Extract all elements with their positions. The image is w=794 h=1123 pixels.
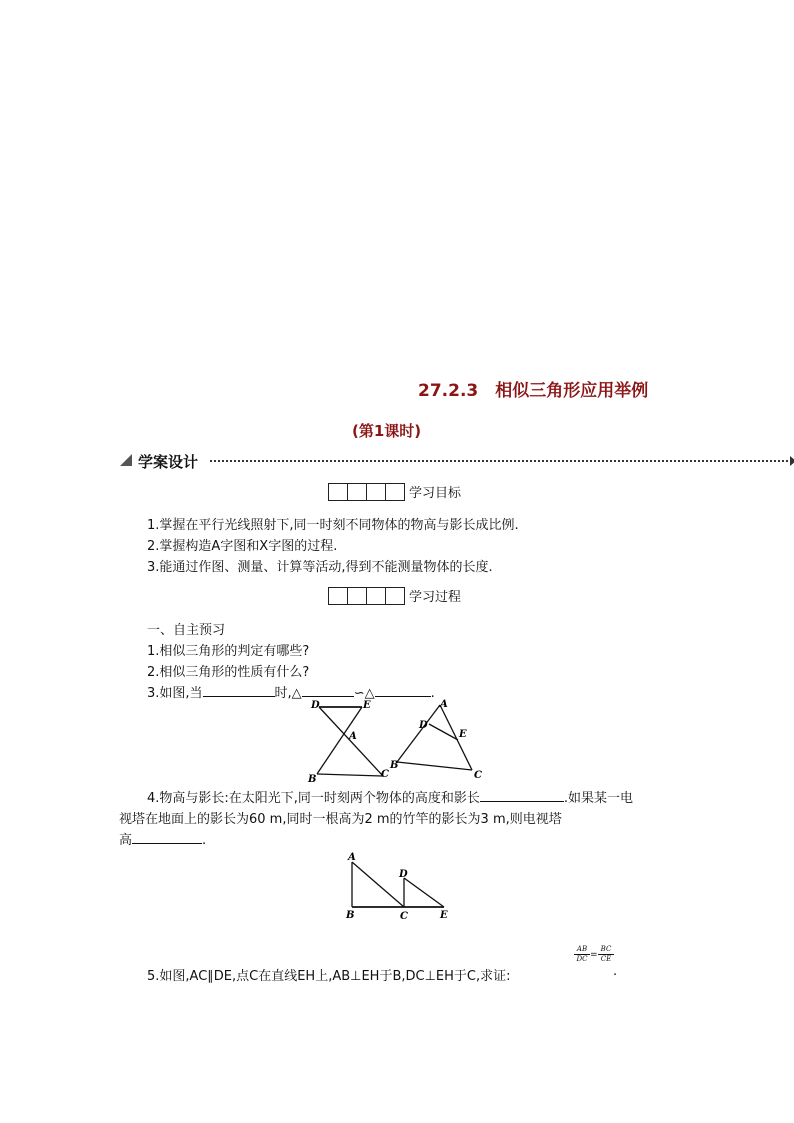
q3-text-b: 时,△ — [274, 686, 302, 701]
question-5: 5.如图,AC∥DE,点C在直线EH上,AB⊥EH于B,DC⊥EH于C,求证: — [147, 969, 511, 984]
q4-text-a: 4.物高与影长:在太阳光下,同一时刻两个物体的高度和影长 — [147, 791, 480, 806]
q5-fraction-2 — [598, 945, 614, 963]
fig1-label-B: B — [308, 774, 317, 785]
q3-blank-triangle-1[interactable] — [302, 684, 354, 697]
question-4-line-1 — [147, 787, 633, 806]
process-heading — [328, 586, 461, 605]
q5-equals: = — [590, 950, 598, 960]
q5-end: . — [613, 964, 618, 979]
dotted-divider — [210, 460, 792, 462]
question-1: 1.相似三角形的判定有哪些? — [147, 644, 310, 659]
boxes-icon — [328, 587, 405, 605]
fig3-label-B: B — [346, 910, 355, 921]
q3-text-c: ∽△ — [353, 686, 375, 701]
q3-text-d: . — [430, 686, 435, 701]
q5-frac2-denominator: CE — [598, 954, 614, 963]
page-subtitle: (第1课时) — [352, 422, 422, 440]
fig1-label-D: D — [311, 700, 320, 711]
figure-a-shape — [384, 697, 494, 785]
question-4-line-2: 视塔在地面上的影长为60 m,同时一根高为2 m的竹竿的影长为3 m,则电视塔 — [119, 812, 562, 827]
fig1-label-C: C — [381, 769, 389, 780]
arrow-right-icon — [790, 456, 794, 466]
q4-blank-height[interactable] — [132, 831, 202, 844]
section-triangle-icon — [120, 454, 132, 466]
q4-text-b: .如果某一电 — [563, 791, 634, 806]
goal-item-2: 2.掌握构造A字图和X字图的过程. — [147, 539, 338, 554]
fig2-label-E: E — [459, 729, 467, 740]
q5-fraction-1 — [574, 945, 590, 963]
figure-x-shape — [305, 697, 395, 785]
fig3-label-E: E — [440, 910, 448, 921]
fig3-label-A: A — [348, 852, 356, 863]
goals-heading-text: 学习目标 — [409, 486, 462, 501]
fig3-label-D: D — [399, 869, 408, 880]
q5-frac1-denominator: DC — [574, 954, 590, 963]
figure-shadow — [340, 850, 455, 922]
question-4-line-3 — [119, 829, 206, 848]
process-heading-text: 学习过程 — [409, 590, 462, 605]
page-title: 27.2.3 相似三角形应用举例 — [418, 381, 649, 401]
q4-text-c: 高 — [119, 833, 133, 848]
fig1-label-A: A — [349, 731, 357, 742]
goal-item-1: 1.掌握在平行光线照射下,同一时刻不同物体的物高与影长成比例. — [147, 518, 519, 533]
fig2-label-A: A — [440, 699, 448, 710]
q5-frac2-numerator: BC — [600, 945, 612, 953]
fig1-label-E: E — [363, 700, 371, 711]
goals-heading — [328, 482, 461, 501]
section-label: 学案设计 — [138, 453, 199, 471]
fig2-label-C: C — [474, 770, 482, 781]
section-header — [118, 452, 794, 470]
fig2-label-D: D — [419, 720, 428, 731]
question-2: 2.相似三角形的性质有什么? — [147, 665, 310, 680]
q3-blank-triangle-2[interactable] — [375, 684, 431, 697]
boxes-icon — [328, 483, 405, 501]
q5-frac1-numerator: AB — [576, 945, 588, 953]
q4-blank-ratio[interactable] — [480, 789, 564, 802]
goal-item-3: 3.能通过作图、测量、计算等活动,得到不能测量物体的长度. — [147, 560, 493, 575]
fig3-label-C: C — [400, 911, 408, 922]
part1-heading: 一、自主预习 — [147, 623, 226, 638]
q3-blank-condition[interactable] — [203, 684, 275, 697]
q3-text-a: 3.如图,当 — [147, 686, 203, 701]
fig2-label-B: B — [390, 760, 399, 771]
q4-text-d: . — [202, 833, 207, 848]
